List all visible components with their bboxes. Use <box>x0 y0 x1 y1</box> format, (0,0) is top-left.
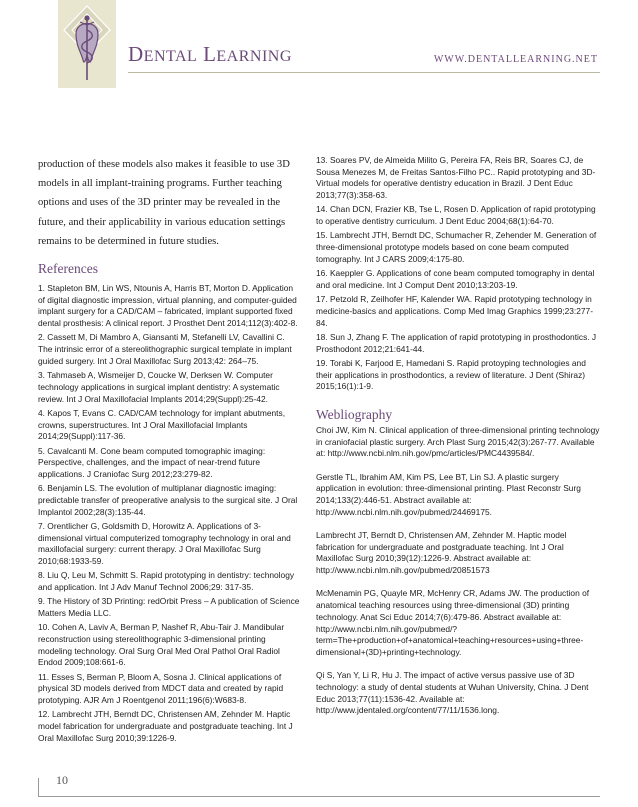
reference-item: 14. Chan DCN, Frazier KB, Tse L, Rosen D. Application of rapid prototyping to operative dentistry curriculum. J Dent Educ 2004;68(1):64-70. <box>316 204 596 227</box>
reference-item: 6. Benjamin LS. The evolution of multiplanar diagnostic imaging: predictable transfer of preoperative analysis to the surgical site. J Oral Implantol 2002;28(3):135-44. <box>38 483 298 517</box>
reference-item: 19. Torabi K, Farjood E, Hamedani S. Rapid protoyping technologies and their applications in prosthodontics, a review of literature. J Dent (Shiraz) 2015;16(1):1-9. <box>316 357 586 392</box>
reference-item: 16. Kaeppler G. Applications of cone beam computed tomography in dental and oral medicine. Int J Comput Dent 2010;13:203-19. <box>316 268 595 290</box>
webliography-list <box>316 425 600 717</box>
webliography-heading: Webliography <box>316 406 393 422</box>
reference-item: 11. Esses S, Berman P, Bloom A, Sosna J. Clinical applications of physical 3D models derived from MDCT data and created by rapid prototyping. AJR Am J Roentgenol 2011;196(6):W683-8. <box>38 671 284 706</box>
references-list-right <box>316 155 600 393</box>
page-number: 10 <box>56 773 68 787</box>
brand-ental: ENTAL <box>143 48 198 65</box>
reference-item: 1. Stapleton BM, Lin WS, Ntounis A, Harris BT, Morton D. Application of digital diagnostic impression, virtual planning, and computer-guided implant surgery for a CAD/CAM – fabricated, implant supported fixed dental prosthesis: A clinical report. J Prosthet Dent 2014;112(3):402-8. <box>38 283 298 329</box>
reference-item: 12. Lambrecht JTH, Berndt DC, Christensen AM, Zehnder M. Haptic model fabrication for undergraduate and postgraduate teaching. Int J Oral Maxillofac Surg 2010;39:1226-9. <box>38 709 293 743</box>
right-column <box>316 155 600 729</box>
footer-divider <box>38 796 600 797</box>
webliography-item: Gerstle TL, Ibrahim AM, Kim PS, Lee BT, Lin SJ. A plastic surgery application in evolution: three-dimensional printing. Plast Reconstr Surg 2014;133(2):446-51. Abstract available at: http://www.ncbi.nlm.nih.gov/pubmed/24469175. <box>316 471 581 517</box>
footer-tick <box>38 778 39 796</box>
reference-item: 7. Orentlicher G, Goldsmith D, Horowitz A. Applications of 3-dimensional virtual computerized tomography technology in oral and maxillofacial surgery: current therapy. J Oral Maxillofac Surg 2010;68:1933-59. <box>38 520 291 567</box>
reference-item: 18. Sun J, Zhang F. The application of rapid prototyping in prosthodontics. J Prosthodont 2012;21:641-44. <box>316 331 597 354</box>
brand-letter-d: D <box>128 42 144 66</box>
webliography-item: McMenamin PG, Quayle MR, McHenry CR, Adams JW. The production of anatomical teaching resources using three-dimensional (3D) printing technology. Anat Sci Educ 2014;7(6):479-86. Abstract available at: http://www.ncbi.nlm.nih.gov/pubmed/?term=The+production+of+anatomical+teaching+resources+using+three-dimensional+(3D)+printing+technology. <box>316 588 590 657</box>
brand-earning: EARNING <box>216 48 292 65</box>
reference-item: 9. The History of 3D Printing: redOrbit Press – A publication of Science Matters Media LLC. <box>38 596 300 619</box>
intro-paragraph: production of these models also makes it feasible to use 3D models in all implant-training programs. Further teaching options and uses of the 3D printer may be revealed in the future, and their applicability in various education settings remains to be determined in future studies. <box>38 159 290 247</box>
brand-title <box>128 42 292 67</box>
webliography-item: Qi S, Yan Y, Li R, Hu J. The impact of active versus passive use of 3D technology: a study of dental students at Wuhan University, China. J Dent Educ 2013;77(11):1536-42. Available at: http://www.jdentaled.org/content/77/11/1536.long. <box>316 670 589 716</box>
references-list-left <box>38 283 300 745</box>
left-column <box>38 155 300 747</box>
reference-item: 17. Petzold R, Zeilhofer HF, Kalender WA. Rapid prototyping technology in medicine-basics and applications. Comp Med Imag Graphics 1999;23:277-84. <box>316 294 593 328</box>
reference-item: 3. Tahmaseb A, Wismeijer D, Coucke W, Derksen W. Computer technology applications in surgical implant dentistry: A systematic review. Int J Oral Maxillofacial Implants 2014;29(Suppl):25-42. <box>38 370 280 404</box>
reference-item: 10. Cohen A, Laviv A, Berman P, Nashef R, Abu-Tair J. Mandibular reconstruction using stereolithographic 3-dimensional printing modeling technology. Oral Surg Oral Med Oral Pathol Oral Radiol Endod 2009;108:661-6. <box>38 622 285 668</box>
brand-letter-l: L <box>203 42 217 66</box>
reference-item: 4. Kapos T, Evans C. CAD/CAM technology for implant abutments, crowns, superstructures. Int J Oral Maxillofacial Implants 2014;29(Suppl):117-36. <box>38 407 286 442</box>
website-url[interactable]: WWW.DENTALLEARNING.NET <box>433 54 598 65</box>
references-heading: References <box>38 261 98 277</box>
webliography-item: Lambrecht JT, Berndt D, Christensen AM, Zehnder M. Haptic model fabrication for undergraduate and postgraduate teaching. Int J Oral Maxillofac Surg 2010;39(12):1226-9. Abstract available at: http://www.ncbi.nlm.nih.gov/pubmed/20851573 <box>316 530 567 576</box>
reference-item: 15. Lambrecht JTH, Berndt DC, Schumacher R, Zehender M. Generation of three-dimensional prototype models based on cone beam computed tomography. Int J CARS 2009;4:175-80. <box>316 230 597 264</box>
reference-item: 13. Soares PV, de Almeida Milito G, Pereira FA, Reis BR, Soares CJ, de Sousa Menezes M, de Freitas Santos-Filho PC.. Rapid prototyping and 3D-Virtual models for operative dentistry education in Brazil. J Dent Educ 2013;77(3):358-63. <box>316 155 596 201</box>
reference-item: 2. Cassett M, Di Mambro A, Giansanti M, Stefanelli LV, Cavallini C. The intrinsic error of a stereolithographic surgical template in implant guided surgery. Int J Oral Maxillofac Surg 2013;42: 264–75. <box>38 332 292 366</box>
page-header <box>0 0 638 92</box>
reference-item: 5. Cavalcanti M. Cone beam computed tomographic imaging: Perspective, challenges, and the impact of near-trend future applications. J Craniofac Surg 2012;23:279-82. <box>38 445 266 479</box>
reference-item: 8. Liu Q, Leu M, Schmitt S. Rapid prototyping in dentistry: technology and application. Int J Adv Manuf Technol 2006;29: 317-35. <box>38 570 295 593</box>
header-divider <box>128 72 600 73</box>
webliography-item: Choi JW, Kim N. Clinical application of three-dimensional printing technology in craniofacial plastic surgery. Arch Plast Surg 2015;42(3):267-77. Available at: http://www.ncbi.nlm.nih.gov/pmc/articles/PMC4439584/. <box>316 424 600 459</box>
caduceus-tooth-logo-icon <box>58 0 116 88</box>
